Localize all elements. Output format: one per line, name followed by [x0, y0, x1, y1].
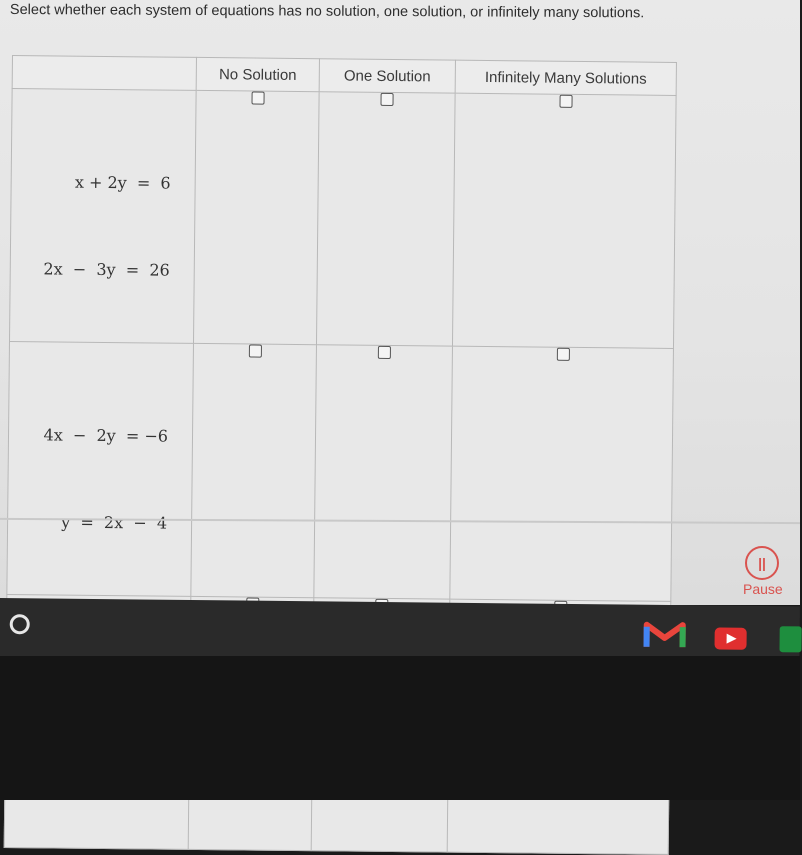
column-header-infinite-solutions: Infinitely Many Solutions [455, 60, 676, 95]
pause-icon: || [758, 555, 766, 571]
checkbox-one-solution-2[interactable] [378, 346, 391, 359]
column-header-no-solution: No Solution [196, 57, 319, 91]
system-equations [9, 89, 196, 344]
gmail-icon[interactable] [645, 619, 685, 649]
system-equations [7, 341, 194, 596]
checkbox-one-solution-1[interactable] [380, 93, 393, 106]
answer-cell[interactable] [450, 346, 674, 601]
column-header-blank [12, 56, 196, 91]
youtube-icon[interactable] [715, 627, 747, 649]
column-header-one-solution: One Solution [319, 59, 455, 93]
equation-line: y = 2x − 4 [61, 512, 168, 533]
instruction-text: Select whether each system of equations has no solution, one solution, or infinitely many solutions. [9, 2, 645, 22]
equation-line: x + 2y = 6 [74, 172, 171, 193]
table-row [9, 89, 676, 349]
answer-cell[interactable] [191, 343, 317, 597]
checkbox-infinite-solutions-1[interactable] [559, 95, 572, 108]
equation-line: 4x − 2y = −6 [43, 425, 169, 446]
answer-cell[interactable] [314, 345, 453, 599]
launcher-icon[interactable] [10, 614, 30, 634]
os-taskbar [0, 598, 800, 664]
pause-label[interactable]: Pause [743, 581, 783, 597]
equation-line: 2x − 3y = 26 [43, 259, 170, 280]
pause-button[interactable] [745, 546, 779, 580]
checkbox-no-solution-2[interactable] [248, 344, 261, 357]
answer-cell[interactable] [316, 92, 455, 346]
classroom-icon[interactable] [779, 626, 801, 652]
answer-cell[interactable] [452, 93, 676, 348]
table-row [7, 341, 674, 601]
checkbox-no-solution-1[interactable] [251, 92, 264, 105]
answer-cell[interactable] [193, 90, 319, 344]
checkbox-infinite-solutions-2[interactable] [556, 348, 569, 361]
dark-bezel [0, 656, 800, 800]
